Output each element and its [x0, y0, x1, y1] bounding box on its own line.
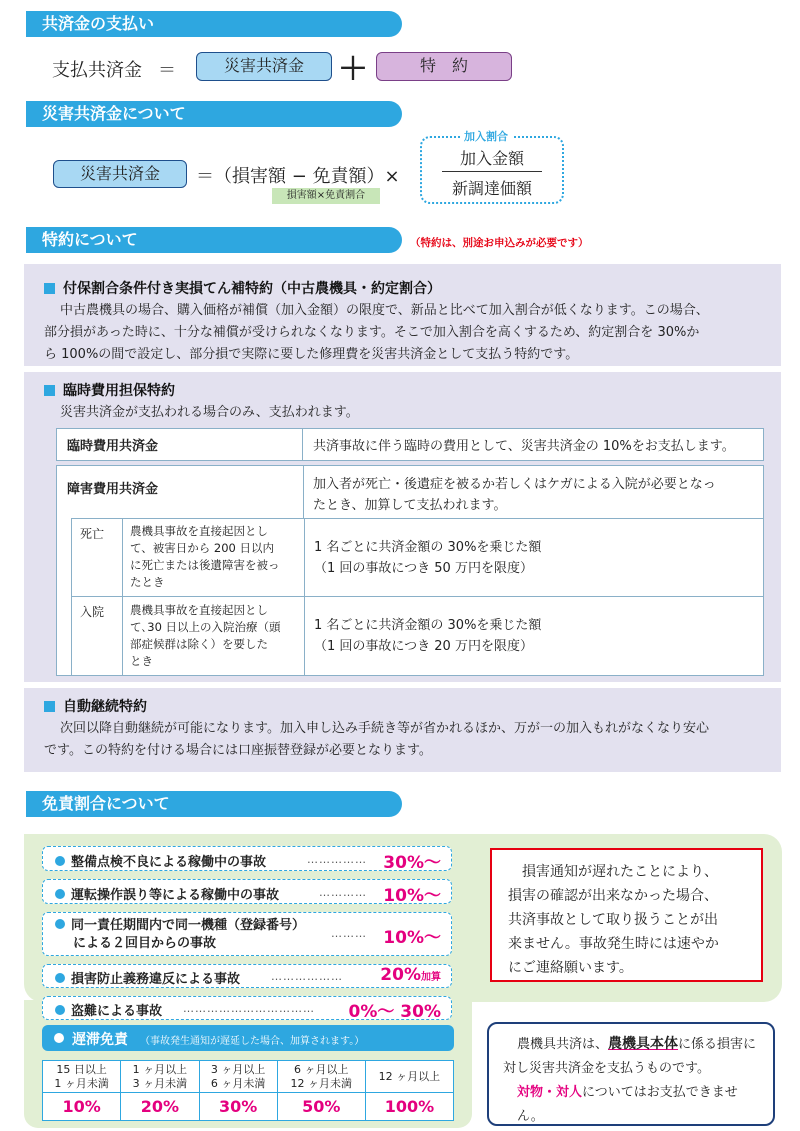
rate-label-1: 同一責任期間内で同一機種（登録番号）	[71, 918, 306, 933]
note-emphasis-body: 農機具本体	[608, 1036, 679, 1052]
warning-line: にご連絡願います。	[508, 960, 633, 976]
clause1-line3: ら 100%の間で設定し、部分損で実際に要した修理費を災害共済金として支払う特約です。	[44, 347, 579, 362]
leader-dots: ………………	[271, 970, 343, 983]
injury-cost-table	[56, 465, 764, 676]
clause1-panel	[24, 264, 781, 366]
section-header-special: 特約について	[26, 227, 402, 253]
rate-label: 損害防止義務違反による事故	[71, 972, 241, 987]
injury-cost-desc: 加入者が死亡・後遺症を被るか若しくはケガによる入院が必要となっ たとき、加算して支払われます。	[313, 477, 716, 513]
injury-cost-label: 障害費用共済金	[67, 482, 159, 497]
warning-line: 来ません。事故発生時には速やか	[508, 936, 719, 952]
percent-cell: 10%	[43, 1093, 121, 1121]
divider	[122, 597, 123, 676]
delay-title: 遅滞免責	[72, 1032, 128, 1048]
clause2-title: 臨時費用担保特約	[44, 380, 175, 400]
payment-equals: ＝	[158, 60, 176, 81]
rate-row-prevention	[42, 964, 452, 988]
leader-dots: …………	[319, 886, 367, 899]
temp-cost-table	[56, 428, 764, 461]
payment-plus: ＋	[338, 52, 368, 87]
bullet-dot-icon	[54, 1033, 64, 1043]
delay-note: （事故発生通知が遅延した場合、加算されます。）	[140, 1036, 365, 1047]
rate-value: 10%〜	[383, 886, 441, 906]
rate-value: 10%〜	[383, 928, 441, 948]
period-cell: 6 ヶ月以上 12 ヶ月未満	[277, 1061, 365, 1093]
rate-label-2: による２回目からの事故	[73, 936, 217, 951]
note-line1: 農機具共済は、農機具本体に係る損害に	[517, 1036, 757, 1052]
period-cell: 3 ヶ月以上 6 ヶ月未満	[199, 1061, 277, 1093]
section-header-deductible: 免責割合について	[26, 791, 402, 817]
rate-label: 運転操作誤り等による稼働中の事故	[71, 888, 280, 903]
rate-value: 0%〜 30%	[348, 1002, 441, 1022]
fraction-line	[442, 171, 542, 172]
warning-line: 損害の確認が出来なかった場合、	[508, 888, 718, 904]
temp-cost-label: 臨時費用共済金	[57, 429, 303, 461]
bullet-dot-icon	[55, 919, 65, 929]
delay-bar	[42, 1025, 454, 1051]
death-condition: 農機具事故を直接起因とし て、被害日から 200 日以内 に死亡または後遺障害を被っ たとき	[130, 524, 280, 589]
rate-row-operation	[42, 879, 452, 904]
section-header-disaster: 災害共済金について	[26, 101, 402, 127]
period-cell: 12 ヶ月以上	[365, 1061, 453, 1093]
table-row	[43, 1093, 454, 1121]
divider	[303, 466, 304, 518]
rate-suffix: 加算	[421, 972, 441, 983]
hospital-amount: 1 名ごとに共済金額の 30%を乗じた額 （1 回の事故につき 20 万円を限度）	[314, 618, 542, 654]
clause1-title: 付保割合条件付き実損てん補特約（中古農機具・約定割合）	[44, 278, 441, 298]
period-cell: 1 ヶ月以上 3 ヶ月未満	[121, 1061, 199, 1093]
rate-row-theft	[42, 996, 452, 1020]
square-bullet-icon	[44, 385, 55, 396]
rate-label: 整備点検不良による稼働中の事故	[71, 855, 267, 870]
deductible-subnote: 損害額×免責割合	[272, 188, 380, 204]
percent-cell: 30%	[199, 1093, 277, 1121]
rate-value: 30%〜	[383, 853, 441, 873]
percent-cell: 100%	[365, 1093, 453, 1121]
bullet-dot-icon	[55, 889, 65, 899]
death-amount: 1 名ごとに共済金額の 30%を乗じた額 （1 回の事故につき 50 万円を限度）	[314, 540, 542, 576]
bullet-dot-icon	[55, 856, 65, 866]
percent-cell: 20%	[121, 1093, 199, 1121]
note-emphasis-excluded: 対物・対人	[517, 1085, 583, 1100]
death-row	[71, 518, 764, 597]
clause2-intro: 災害共済金が支払われる場合のみ、支払われます。	[60, 405, 359, 420]
leader-dots: ……………	[307, 853, 367, 866]
clause1-line1: 中古農機具の場合、購入価格が補償（加入金額）の限度で、新品と比べて加入割合が低くなります。この場合、	[60, 303, 709, 318]
ratio-box	[420, 130, 564, 204]
hospital-label: 入院	[80, 605, 105, 619]
ratio-label: 加入割合	[460, 128, 512, 144]
hospital-row	[71, 596, 764, 676]
clause3-title: 自動継続特約	[44, 696, 147, 716]
clause3-line1: 次回以降自動継続が可能になります。加入申し込み手続き等が省かれるほか、万が一の加入もれがなくなり安心	[60, 721, 709, 736]
leader-dots: ……………………………	[183, 1002, 315, 1015]
ratio-numerator: 加入金額	[459, 149, 524, 168]
coverage-note	[487, 1022, 775, 1126]
clause3-panel	[24, 688, 781, 772]
percent-cell: 50%	[277, 1093, 365, 1121]
bullet-dot-icon	[55, 1005, 65, 1015]
disaster-formula: ＝（損害額 − 免責額）×	[196, 166, 400, 187]
note-line3: 対物・対人についてはお支払できません。	[517, 1085, 738, 1124]
hospital-condition: 農機具事故を直接起因とし て､30 日以上の入院治療（頭 部症候群は除く）を要した とき	[130, 603, 281, 668]
warning-line: 共済事故として取り扱うことが出	[508, 912, 718, 928]
rate-label: 盗難による事故	[71, 1004, 163, 1019]
divider	[304, 597, 305, 676]
payment-term-disaster: 災害共済金	[196, 52, 332, 81]
rate-row-repeat	[42, 912, 452, 956]
ratio-denominator: 新調達価額	[451, 179, 532, 198]
warning-line: 損害通知が遅れたことにより、	[522, 864, 718, 880]
temp-cost-desc: 共済事故に伴う臨時の費用として、災害共済金の 10%をお支払します。	[303, 429, 764, 461]
square-bullet-icon	[44, 283, 55, 294]
note-line2: 対し災害共済金を支払うものです。	[503, 1061, 710, 1076]
death-label: 死亡	[80, 527, 105, 541]
payment-lhs: 支払共済金	[52, 60, 142, 81]
table-row	[43, 1061, 454, 1093]
section-header-payment: 共済金の支払い	[26, 11, 402, 37]
clause1-line2: 部分損があった時に、十分な補償が受けられなくなります。そこで加入割合を高くするため、約定割合を 30%か	[44, 325, 700, 340]
disaster-term: 災害共済金	[53, 160, 187, 188]
clause3-line2: です。この特約を付ける場合には口座振替登録が必要となります。	[44, 743, 432, 758]
square-bullet-icon	[44, 701, 55, 712]
divider	[304, 519, 305, 596]
special-note: （特約は、別途お申込みが必要です）	[410, 237, 589, 249]
leader-dots: ………	[331, 927, 367, 940]
delay-table	[42, 1060, 454, 1121]
rate-row-maintenance	[42, 846, 452, 871]
table-row	[57, 429, 764, 461]
period-cell: 15 日以上 1 ヶ月未満	[43, 1061, 121, 1093]
divider	[122, 519, 123, 596]
rate-value: 20%	[380, 965, 421, 985]
warning-box	[490, 848, 763, 982]
bullet-dot-icon	[55, 973, 65, 983]
payment-term-special: 特 約	[376, 52, 512, 81]
